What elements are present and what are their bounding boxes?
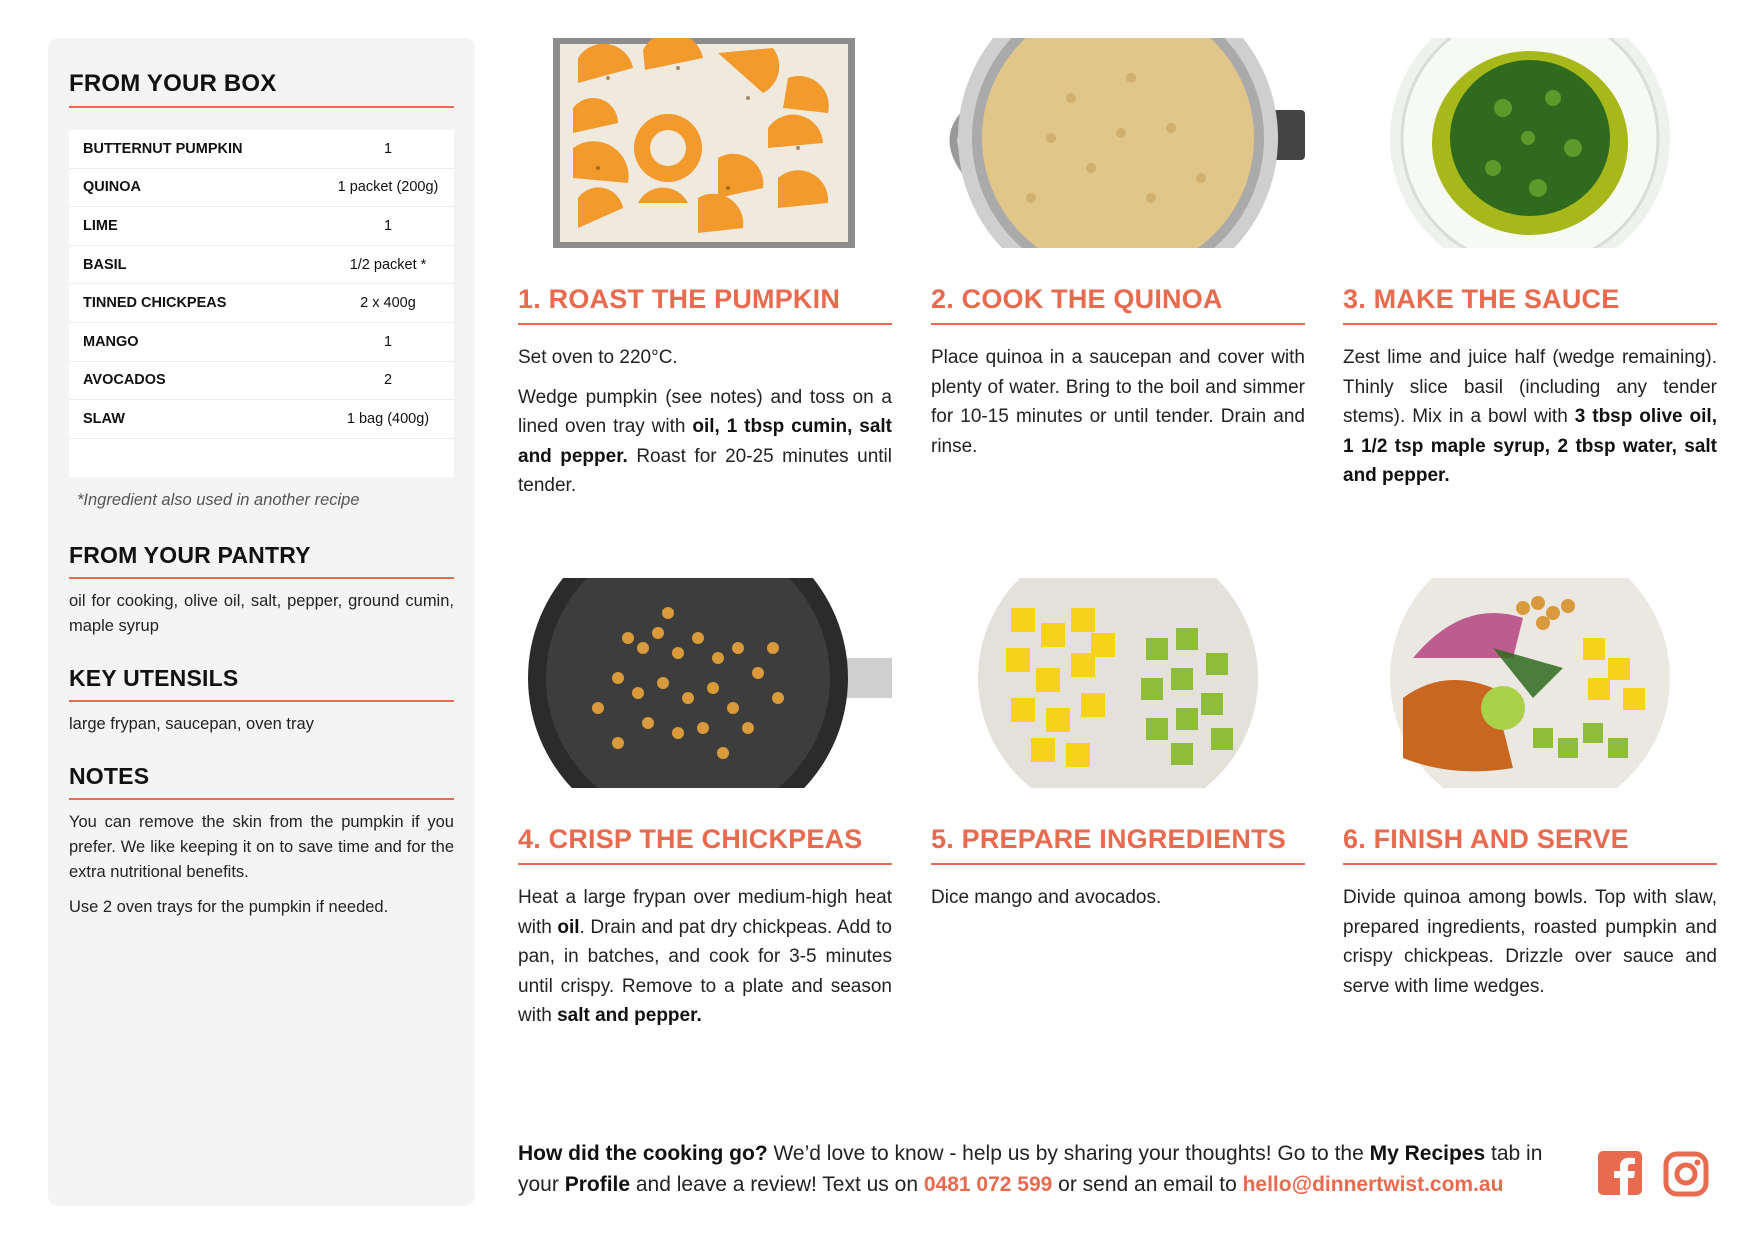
text-span: . Drain and pat dry chickpeas. Add to pan, in batches, and cook for 3-5 minutes until crispy. Remove to a plate and season with — [518, 916, 892, 1026]
notes-paragraph: Use 2 oven trays for the pumpkin if needed. — [69, 897, 389, 916]
profile-link[interactable]: Profile — [564, 1173, 631, 1196]
cooked-quinoa-photo — [931, 38, 1305, 248]
table-row — [69, 400, 454, 439]
instagram-icon[interactable] — [1663, 1151, 1709, 1197]
ingredient-name: QUINOA — [83, 179, 141, 196]
feedback-question: How did the cooking go? — [518, 1142, 768, 1165]
table-row — [69, 362, 454, 401]
text-span: tab in your — [518, 1142, 1543, 1196]
step-text — [931, 343, 1305, 461]
step-title: 5. PREPARE INGREDIENTS — [931, 824, 1305, 865]
notes-paragraph: You can remove the skin from the pumpkin if you prefer. We like keeping it on to save time and for the extra nutritional benefits. — [69, 812, 454, 881]
mango-avocado-photo — [931, 578, 1305, 788]
step-title: 4. CRISP THE CHICKPEAS — [518, 824, 892, 865]
text-span: Zest lime and juice half (wedge remaining). Thinly slice basil (including any tender stems). Mix in a bowl with — [1343, 347, 1717, 427]
step-text — [1343, 883, 1717, 1001]
step-paragraph — [1343, 343, 1717, 491]
step-paragraph: Dice mango and avocados. — [931, 887, 1162, 908]
step-1 — [518, 38, 892, 501]
step-text — [518, 883, 892, 1031]
table-row — [69, 284, 454, 323]
utensils-section — [69, 665, 454, 737]
ingredient-name: SLAW — [83, 410, 125, 427]
text-span: and leave a review! Text us on — [630, 1173, 924, 1196]
step-5 — [931, 578, 1305, 913]
text-span: We’d love to know - help us by sharing your thoughts! Go to the — [767, 1142, 1370, 1165]
crispy-chickpeas-photo — [518, 578, 892, 788]
step-text — [1343, 343, 1717, 491]
ingredient-qty: 2 — [383, 372, 393, 389]
ingredient-name: BUTTERNUT PUMPKIN — [83, 140, 243, 157]
table-row — [69, 246, 454, 285]
pantry-title: FROM YOUR PANTRY — [69, 542, 454, 579]
step-text — [931, 883, 1305, 913]
ingredient-footnote: *Ingredient also used in another recipe — [77, 490, 360, 509]
bold-span: oil, 1 tbsp cumin, salt and pepper. — [518, 416, 892, 467]
ingredient-name: TINNED CHICKPEAS — [83, 295, 227, 312]
step-title: 3. MAKE THE SAUCE — [1343, 284, 1717, 325]
step-6 — [1343, 578, 1717, 1001]
step-paragraph: Set oven to 220°C. — [518, 347, 678, 368]
step-paragraph: Place quinoa in a saucepan and cover with plenty of water. Bring to the boil and simmer for 10-15 minutes or until tender. Drain and rinse. — [931, 347, 1305, 457]
text-span: Heat a large frypan over medium-high heat with — [518, 887, 892, 938]
text-span: Wedge pumpkin (see notes) and toss on a lined oven tray with — [518, 386, 892, 437]
ingredient-qty: 2 x 400g — [360, 295, 416, 312]
table-row — [69, 130, 454, 169]
ingredient-qty: 1/2 packet * — [349, 256, 427, 273]
bold-span: oil — [557, 916, 580, 938]
box-title: FROM YOUR BOX — [69, 70, 454, 108]
ingredient-qty: 1 bag (400g) — [346, 410, 430, 427]
pantry-section — [69, 542, 454, 639]
utensils-text: large frypan, saucepan, oven tray — [69, 714, 314, 733]
step-title: 1. ROAST THE PUMPKIN — [518, 284, 892, 325]
ingredients-sidebar — [48, 38, 475, 1206]
roasted-pumpkin-photo — [518, 38, 892, 248]
table-row — [69, 323, 454, 362]
feedback-footer — [518, 1138, 1578, 1200]
step-4 — [518, 578, 892, 1031]
box-ingredients-table — [69, 130, 454, 477]
phone-number[interactable]: 0481 072 599 — [923, 1173, 1053, 1196]
notes-text — [69, 810, 454, 920]
ingredient-name: AVOCADOS — [83, 372, 166, 389]
ingredient-qty: 1 packet (200g) — [337, 179, 439, 196]
text-span: Roast for 20-25 minutes until tender. — [518, 445, 892, 496]
text-span: or send an email to — [1052, 1173, 1243, 1196]
ingredient-name: BASIL — [83, 256, 127, 273]
ingredient-qty: 1 — [383, 333, 393, 350]
bold-span: 3 tbsp olive oil, 1 1/2 tsp maple syrup, 2 tbsp water, salt and pepper. — [1343, 406, 1717, 486]
utensils-title: KEY UTENSILS — [69, 665, 454, 702]
basil-sauce-photo — [1343, 38, 1717, 248]
step-text — [518, 343, 892, 501]
table-row — [69, 207, 454, 246]
step-paragraph: Divide quinoa among bowls. Top with slaw, prepared ingredients, roasted pumpkin and crispy chickpeas. Drizzle over sauce and serve with lime wedges. — [1343, 887, 1717, 997]
facebook-icon[interactable] — [1598, 1151, 1642, 1195]
bold-span: salt and pepper. — [557, 1005, 702, 1026]
finished-bowl-photo — [1343, 578, 1717, 788]
my-recipes-link[interactable]: My Recipes — [1369, 1142, 1486, 1165]
step-2 — [931, 38, 1305, 461]
ingredient-qty: 1 — [383, 217, 393, 234]
step-title: 6. FINISH AND SERVE — [1343, 824, 1717, 865]
ingredient-name: MANGO — [83, 333, 139, 350]
notes-section — [69, 763, 454, 920]
step-paragraph — [518, 383, 892, 501]
step-paragraph — [518, 883, 892, 1031]
pantry-text: oil for cooking, olive oil, salt, pepper, ground cumin, maple syrup — [69, 591, 454, 635]
ingredient-qty: 1 — [383, 140, 393, 157]
ingredient-name: LIME — [83, 217, 118, 234]
notes-title: NOTES — [69, 763, 454, 800]
table-row — [69, 169, 454, 208]
email-link[interactable]: hello@dinnertwist.com.au — [1242, 1173, 1504, 1196]
step-3 — [1343, 38, 1717, 491]
step-title: 2. COOK THE QUINOA — [931, 284, 1305, 325]
